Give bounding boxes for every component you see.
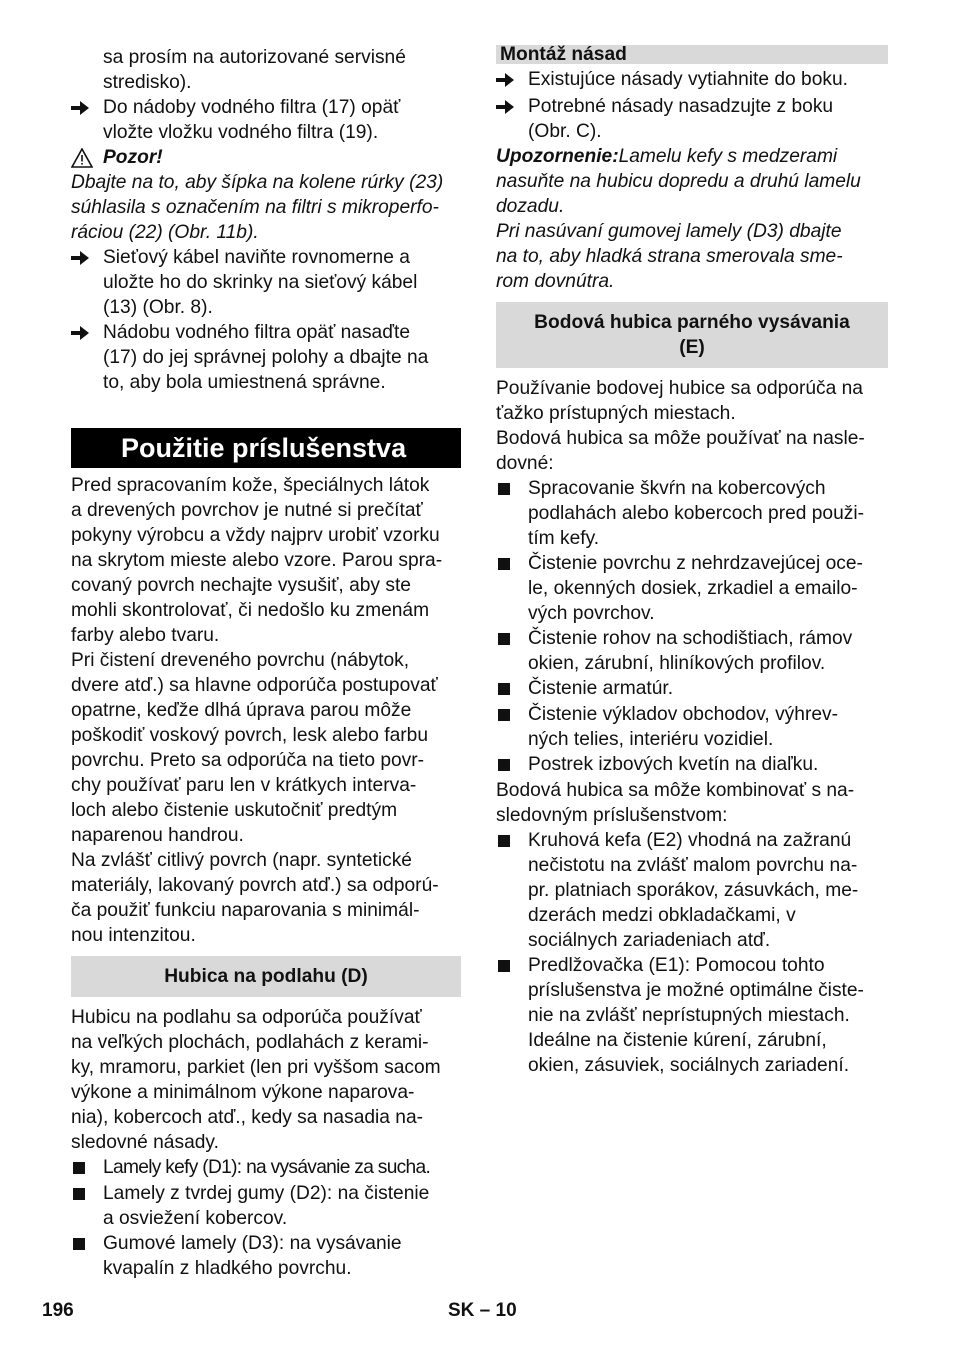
bullet-item — [496, 828, 888, 953]
arrow-item-text: Nádobu vodného filtra opäť nasaďte (17) do jej správnej polohy a dbajte na to, aby bola umiestnená správne. — [103, 322, 429, 393]
bullet-text: Čistenie výkladov obchodov, výhrev- ných telies, interiéru vozidiel. — [528, 704, 838, 750]
arrow-item — [71, 320, 461, 395]
bullet-item — [496, 752, 888, 778]
paragraph: Bodová hubica sa môže používať na nasle- dovné: — [496, 428, 865, 474]
square-bullet-icon — [73, 1238, 85, 1250]
arrow-item-text: Potrebné násady nasadzujte z boku (Obr. C). — [528, 96, 834, 142]
paragraph: Hubicu na podlahu sa odporúča používať na veľkých plochách, podlahách z kerami- ky, mramoru, parkiet (len pri vyššom sacom výkone a minimálnom výkone naparova- nia), kobercoch atď., kedy sa nasadia na- sledovné násady. — [71, 1007, 441, 1153]
square-bullet-icon — [498, 835, 510, 847]
square-bullet-icon — [498, 683, 510, 695]
bullet-text: Čistenie povrchu z nehrdzavejúcej oce- le, okenných dosiek, zrkadiel a emailo- vých povrchov. — [528, 553, 863, 624]
bullet-item — [496, 676, 888, 702]
bullet-item — [71, 1231, 461, 1281]
arrow-right-icon — [71, 251, 89, 265]
square-bullet-icon — [498, 960, 510, 972]
bullet-text: Predlžovačka (E1): Pomocou tohto príslušenstva je možné optimálne čiste- nie na zvlášť neprístupných miestach. Ideálne na čistenie kúrení, zárubní, okien, zásuviek, sociálnych zariadení. — [528, 955, 864, 1076]
bullet-item — [496, 476, 888, 551]
bullet-text: Lamely z tvrdej gumy (D2): na čistenie a osviežení kobercov. — [103, 1183, 430, 1229]
paragraph: Pri čistení dreveného povrchu (nábytok, dvere atď.) sa hlavne odporúča postupovať opatrne, keďže dlhá úprava parou môže poškodiť voskový povrch, lesk alebo farbu povrchu. Preto sa odporúča na tieto povr- chy používať paru len v krátkych interva- loch alebo čistenie uskutočniť predtým naparenou handrou. — [71, 650, 438, 846]
section-label: SK – 10 — [448, 1300, 517, 1321]
subsection-heading: Bodová hubica parného vysávania (E) — [496, 302, 888, 368]
bullet-text: Čistenie rohov na schodištiach, rámov okien, zárubní, hliníkových profilov. — [528, 628, 853, 674]
arrow-right-icon — [71, 326, 89, 340]
bullet-item — [496, 626, 888, 676]
note-text — [496, 144, 888, 219]
square-bullet-icon — [73, 1162, 85, 1174]
arrow-item — [71, 245, 461, 320]
section-heading: Použitie príslušenstva — [71, 428, 461, 468]
arrow-right-icon — [71, 101, 89, 115]
paragraph: Bodová hubica sa môže kombinovať s na- sledovným príslušenstvom: — [496, 780, 855, 826]
arrow-item — [496, 94, 888, 144]
arrow-item-text: Do nádoby vodného filtra (17) opäť vložte vložku vodného filtra (19). — [103, 97, 401, 143]
subsection-heading: Hubica na podlahu (D) — [71, 956, 461, 997]
subsection-heading-bar: Montáž násad — [496, 45, 888, 64]
bullet-text: Spracovanie škvŕn na kobercových podlahách alebo kobercoch pred použi- tím kefy. — [528, 478, 865, 549]
bullet-text: Postrek izbových kvetín na diaľku. — [528, 754, 819, 775]
square-bullet-icon — [498, 483, 510, 495]
arrow-right-icon — [496, 73, 514, 87]
bullet-item — [496, 953, 888, 1078]
bullet-item — [496, 551, 888, 626]
right-column — [496, 45, 888, 1078]
bullet-text: Čistenie armatúr. — [528, 678, 674, 699]
note-body: Lamelu kefy s medzerami nasuňte na hubicu dopredu a druhú lamelu dozadu. — [496, 146, 861, 217]
left-column — [71, 45, 461, 1281]
bullet-item — [71, 1155, 461, 1181]
paragraph: Používanie bodovej hubice sa odporúča na ťažko prístupných miestach. — [496, 378, 863, 424]
arrow-right-icon — [496, 100, 514, 114]
warning-label: Pozor! — [103, 147, 163, 168]
note-text-2: Pri nasúvaní gumovej lamely (D3) dbajte na to, aby hladká strana smerovala sme- rom dovnútra. — [496, 221, 843, 292]
bullet-text: Gumové lamely (D3): na vysávanie kvapalín z hladkého povrchu. — [103, 1233, 402, 1279]
bullet-text: Lamely kefy (D1): na vysávanie za sucha. — [103, 1157, 431, 1178]
square-bullet-icon — [498, 759, 510, 771]
warning-heading — [71, 145, 461, 170]
warning-text: Dbajte na to, aby šípka na kolene rúrky (23) súhlasila s označením na filtri s mikroperfo- ráciou (22) (Obr. 11b). — [71, 172, 444, 243]
bullet-text: Kruhová kefa (E2) vhodná na zažranú nečistotu na zvlášť malom povrchu na- pr. platniach sporákov, zásuvkách, me- dzerách medzi obkladačkami, v sociálnych zariadeniach atď. — [528, 830, 859, 951]
paragraph: sa prosím na autorizované servisné stredisko). — [103, 47, 406, 93]
page-number: 196 — [42, 1300, 74, 1321]
square-bullet-icon — [498, 633, 510, 645]
arrow-item-text: Existujúce násady vytiahnite do boku. — [528, 69, 848, 90]
arrow-item — [496, 67, 888, 94]
arrow-item-text: Sieťový kábel naviňte rovnomerne a uložte ho do skrinky na sieťový kábel (13) (Obr. 8). — [103, 247, 418, 318]
arrow-item — [71, 95, 461, 145]
paragraph: Na zvlášť citlivý povrch (napr. syntetické materiály, lakovaný povrch atď.) sa odporú- ča použiť funkciu naparovania s minimál- nou intenzitou. — [71, 850, 439, 946]
warning-icon — [71, 148, 93, 168]
square-bullet-icon — [498, 558, 510, 570]
paragraph: Pred spracovaním kože, špeciálnych látok a drevených povrchov je nutné si prečítať pokyny výrobcu a vždy najprv urobiť vzorku na skrytom mieste alebo vzore. Parou spra- covaný povrch nechajte vysušiť, aby ste mohli skontrolovať, či nedošlo ku zmenám farby alebo tvaru. — [71, 475, 443, 646]
bullet-item — [71, 1181, 461, 1231]
square-bullet-icon — [498, 709, 510, 721]
bullet-item — [496, 702, 888, 752]
square-bullet-icon — [73, 1188, 85, 1200]
note-label: Upozornenie: — [496, 146, 619, 167]
